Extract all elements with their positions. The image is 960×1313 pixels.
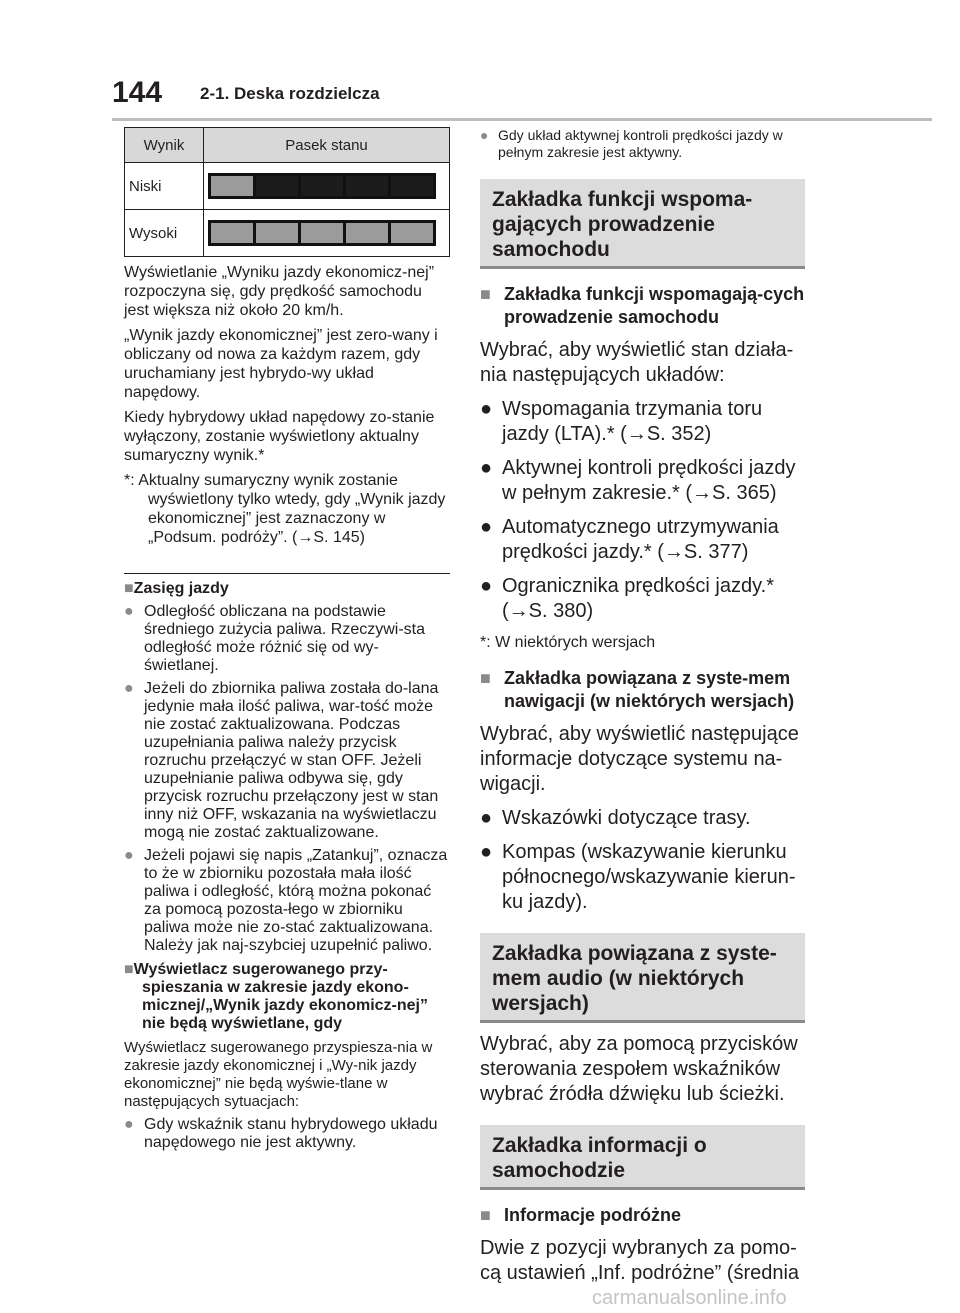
bullet-icon: ● (124, 680, 134, 697)
paragraph: „Wynik jazdy ekonomicznej” jest zero-wany i obliczany od nowa za każdym razem, gdy uruchamiany jest hybrydo-wy układ napędowy. (124, 327, 438, 401)
list-item: ● Jeżeli do zbiornika paliwa została do-lana jedynie mała ilość paliwa, war-tość może nie zostać zaktualizowana. Podczas uzupełniania paliwa należy przycisk rozruchu przełączyć w stan OFF. Jeżeli uzupełnianie paliwa odbywa się, gdy przycisk rozruchu przełączony jest w stan inny niż OFF, wskazania na wyświetlaczu mogą nie zostać zaktualizowane. (124, 680, 439, 841)
paragraph: Kiedy hybrydowy układ napędowy zo-stanie wyłączony, zostanie wyświetlony aktualny sumaryczny wynik.* (124, 409, 435, 464)
subheading: ■ Zakładka funkcji wspomagają-cych prowadzenie samochodu (480, 284, 805, 327)
subheading: ■ Zakładka powiązana z syste-mem nawigacji (w niektórych wersjach) (480, 668, 795, 711)
section-box-vehicle-info: Zakładka informacji o samochodzie (480, 1125, 805, 1190)
divider (124, 573, 450, 574)
square-bullet-icon: ■ (124, 580, 134, 597)
list-item: ● Kompas (wskazywanie kierunku północnego/wskazywanie kierun-ku jazdy). (480, 841, 796, 913)
section-box-driver-assist: Zakładka funkcji wspoma-gających prowadzenie samochodu (480, 179, 805, 269)
table-row (125, 210, 450, 257)
display-heading: ■Wyświetlacz sugerowanego przy-spieszania w zakresie jazdy ekono-micznej/„Wynik jazdy ekonomicz-nej” nie będą wyświetlane, gdy (124, 961, 428, 1032)
bullet-icon: ● (480, 807, 493, 829)
header-rule (112, 118, 932, 121)
bullet-icon: ● (480, 398, 493, 420)
square-bullet-icon: ■ (124, 961, 134, 978)
paragraph: Wyświetlanie „Wyniku jazdy ekonomicz-nej” rozpoczyna się, gdy prędkość samochodu jest większa niż około 20 km/h. (124, 264, 435, 319)
list-item: ● Odległość obliczana na podstawie średniego zużycia paliwa. Rzeczywi-sta odległość może różnić się od wy-świetlanej. (124, 603, 425, 674)
list-item: ● Gdy wskaźnik stanu hybrydowego układu napędowego nie jest aktywny. (124, 1116, 438, 1151)
table-cell-label: Wysoki (125, 210, 204, 257)
status-bar-segment (346, 223, 388, 243)
bullet-icon: ● (124, 847, 134, 864)
range-heading: ■Zasięg jazdy (124, 580, 229, 597)
status-bar-segment (391, 223, 433, 243)
bullet-icon: ● (124, 603, 134, 620)
section-box-audio: Zakładka powiązana z syste-mem audio (w niektórych wersjach) (480, 933, 805, 1023)
status-bar-segment (301, 223, 343, 243)
list-item: ● Aktywnej kontroli prędkości jazdy w pełnym zakresie.* (→S. 365) (480, 457, 796, 504)
status-bar-high (208, 220, 436, 246)
list-item: ● Jeżeli pojawi się napis „Zatankuj”, oznacza to że w zbiorniku pozostała mała ilość paliwa i odległość, którą można pokonać za pomocą pozosta-łego w zbiorniku paliwa może nie zo-stać zaktualizowana. Należy jak naj-szybciej uzupełnić paliwo. (124, 847, 448, 954)
paragraph: Wybrać, aby wyświetlić stan działa-nia następujących układów: (480, 339, 794, 386)
list-item: ● Automatycznego utrzymywania prędkości jazdy.* (→S. 377) (480, 516, 779, 563)
bullet-icon: ● (480, 127, 489, 143)
list-item: ● Wspomagania trzymania toru jazdy (LTA).* (→S. 352) (480, 398, 763, 445)
table-cell-label: Niski (125, 163, 204, 210)
footnote: *: W niektórych wersjach (480, 634, 656, 651)
table-header-score: Wynik (125, 128, 204, 163)
square-bullet-icon: ■ (480, 1205, 491, 1225)
square-bullet-icon: ■ (480, 668, 491, 688)
status-bar-segment (211, 176, 253, 196)
bullet-icon: ● (480, 841, 493, 863)
page-number: 144 (112, 76, 163, 109)
subheading: ■ Informacje podróżne (480, 1205, 682, 1225)
table-cell-bar (204, 210, 450, 257)
table-row (125, 163, 450, 210)
bullet-icon: ● (124, 1116, 134, 1133)
section-title: 2-1. Deska rozdzielcza (200, 84, 380, 103)
status-bar-segment (301, 176, 343, 196)
bullet-icon: ● (480, 457, 493, 479)
bullet-icon: ● (480, 516, 493, 538)
paragraph: Wybrać, aby wyświetlić następujące informacje dotyczące systemu na-wigacji. (480, 723, 799, 795)
status-bar-segment (256, 223, 298, 243)
square-bullet-icon: ■ (480, 284, 491, 304)
table-cell-bar (204, 163, 450, 210)
list-item: ● Ogranicznika prędkości jazdy.* (→S. 380) (480, 575, 774, 622)
status-bar-segment (256, 176, 298, 196)
status-bar-segment (391, 176, 433, 196)
status-bar-low (208, 173, 436, 199)
left-column (124, 127, 450, 1152)
list-item: ● Wskazówki dotyczące trasy. (480, 807, 751, 829)
right-column (480, 127, 805, 1286)
paragraph: Dwie z pozycji wybranych za pomo-cą ustawień „Inf. podróżne” (średnia (480, 1237, 800, 1284)
watermark: carmanualsonline.info (592, 1287, 787, 1309)
paragraph: Wybrać, aby za pomocą przycisków sterowania zespołem wskaźników wybrać źródła dźwięku lub ścieżki. (480, 1033, 798, 1105)
list-item: ● Gdy układ aktywnej kontroli prędkości jazdy w pełnym zakresie jest aktywny. (480, 127, 783, 160)
footnote: *: Aktualny sumaryczny wynik zostanie wyświetlony tylko wtedy, gdy „Wynik jazdy ekonomicznej” jest zaznaczony w „Podsum. podróży”. (→S. 145) (124, 472, 446, 546)
bullet-icon: ● (480, 575, 493, 597)
table-header-bar: Pasek stanu (204, 128, 450, 163)
status-bar-segment (211, 223, 253, 243)
eco-score-table (124, 127, 450, 257)
status-bar-segment (346, 176, 388, 196)
display-text: Wyświetlacz sugerowanego przyspiesza-nia w zakresie jazdy ekonomicznej i „Wy-nik jazdy ekonomicznej” nie będą wyświe-tlane w następujących sytuacjach: (124, 1039, 433, 1110)
